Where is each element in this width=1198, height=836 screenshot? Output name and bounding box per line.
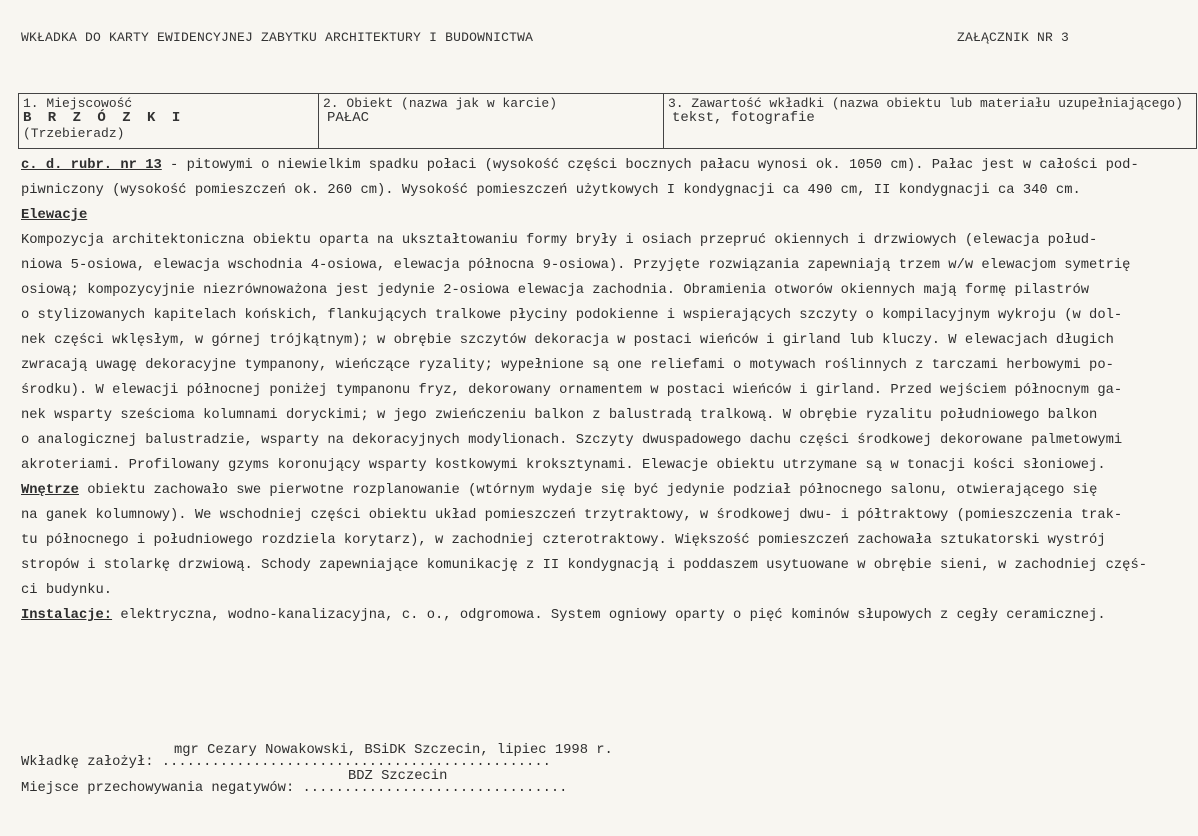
wnetrze-line: na ganek kolumnowy). We wschodniej części obiektu układ pomieszczeń trzytraktowy, w środkowej dwu- i półtraktowy (pomieszczenia trak- — [21, 508, 1123, 523]
wnetrze-line: Wnętrze obiektu zachowało swe pierwotne rozplanowanie (wtórnym wydaje się być jedynie podział północnego salonu, otwierającego się — [21, 483, 1098, 498]
section-heading-instalacje: Instalacje: — [21, 608, 113, 623]
founder-line — [21, 755, 551, 770]
object-value: PAŁAC — [327, 110, 370, 126]
founder-dots: ............................................... — [153, 755, 551, 770]
contents-value: tekst, fotografie — [672, 110, 815, 126]
locality-value: B R Z Ó Z K I — [23, 110, 185, 126]
wnetrze-line: ci budynku. — [21, 583, 113, 598]
elewacje-line: zwracają uwagę dekoracyjne tympanony, wieńczące ryzality; wypełnione są one reliefami o motywach roślinnych z tarczami herbowymi po- — [21, 358, 1114, 373]
negatives-line — [21, 781, 567, 796]
cell-object — [319, 94, 664, 148]
contents-label: 3. Zawartość wkładki (nazwa obiektu lub materiału uzupełniającego) — [668, 96, 1183, 111]
founder-value: mgr Cezary Nowakowski, BSiDK Szczecin, lipiec 1998 r. — [174, 743, 613, 758]
elewacje-line: o analogicznej balustradzie, wsparty na dekoracyjnych modylionach. Szczyty dwuspadowego dachu części środkowej dekorowane palmetowymi — [21, 433, 1123, 448]
negatives-dots: ................................ — [294, 781, 568, 796]
instalacje-line: Instalacje: elektryczna, wodno-kanalizacyjna, c. o., odgromowa. System ogniowy oparty o pięć kominów słupowych z cegły ceramicznej. — [21, 608, 1106, 623]
body-line — [21, 153, 1191, 178]
wnetrze-line: tu północnego i południowego rozdziela korytarz), w zachodniej czterotraktowy. Większość pomieszczeń zachowała sztukatorski wystrój — [21, 533, 1106, 548]
locality-label: 1. Miejscowość — [23, 96, 133, 111]
section-heading-elewacje: Elewacje — [21, 208, 88, 223]
elewacje-line: niowa 5-osiowa, elewacja wschodnia 4-osiowa, elewacja północna 9-osiowa). Przyjęte rozwiązania zapewniają trzem w/w elewacjom symetrię — [21, 258, 1131, 273]
cell-locality — [19, 94, 319, 148]
elewacje-line: nek części wklęsłym, w górnej trójkątnym); w obrębie szczytów dekoracja w postaci wieńców i girland lub kluczy. W elewacjach długich — [21, 333, 1114, 348]
body-text: - pitowymi o niewielkim spadku połaci (wysokość części bocznych pałacu wynosi ok. 1050 cm). Pałac jest w całości pod- — [161, 158, 1139, 173]
elewacje-line: osiową; kompozycyjnie niezrównoważona jest jedynie 2-osiowa elewacja zachodnia. Obramienia otworów okiennych mają formę pilastrów — [21, 283, 1090, 298]
elewacje-line: Kompozycja architektoniczna obiektu oparta na ukształtowaniu formy bryły i osiach przepruć okiennych i drzwiowych (elewacja połud- — [21, 233, 1098, 248]
founder-label: Wkładkę założył: — [21, 755, 154, 770]
elewacje-line: nek wsparty sześcioma kolumnami doryckimi; w jego zwieńczeniu balkon z balustradą tralkową. W obrębie ryzalitu południowego balkon — [21, 408, 1098, 423]
elewacje-line: akroteriami. Profilowany gzyms koronujący wsparty kostkowymi kroksztynami. Elewacje obiektu utrzymane są w tonacji kości słoniowej. — [21, 458, 1106, 473]
rubric-reference: c. d. rubr. nr 13 — [21, 158, 162, 173]
body-line: piwniczony (wysokość pomieszczeń ok. 260 cm). Wysokość pomieszczeń użytkowych I kondygnacji ca 490 cm, II kondygnacji ca 340 cm. — [21, 183, 1081, 198]
document-title: WKŁADKA DO KARTY EWIDENCYJNEJ ZABYTKU ARCHITEKTURY I BUDOWNICTWA — [21, 30, 534, 45]
info-table — [18, 93, 1197, 149]
document-body — [21, 153, 1191, 628]
negatives-value: BDZ Szczecin — [348, 769, 448, 784]
object-label: 2. Obiekt (nazwa jak w karcie) — [323, 96, 558, 111]
elewacje-line: środku). W elewacji północnej poniżej tympanonu fryz, dekorowany ornamentem w postaci wieńców i girland. Przed wejściem północnym ga- — [21, 383, 1123, 398]
section-heading-wnetrze: Wnętrze — [21, 483, 79, 498]
locality-sub: (Trzebieradz) — [23, 126, 125, 141]
wnetrze-line: stropów i stolarkę drzwiową. Schody zapewniające komunikację z II kondygnacją i poddaszem usytuowane w obrębie sieni, w zachodniej częś- — [21, 558, 1148, 573]
cell-contents — [664, 94, 1197, 148]
elewacje-line: o stylizowanych kapitelach końskich, flankujących tralkowe płyciny podokienne i wspierających szczyty o kompilacyjnym wykroju (w dol- — [21, 308, 1123, 323]
negatives-label: Miejsce przechowywania negatywów: — [21, 781, 295, 796]
attachment-number: ZAŁĄCZNIK NR 3 — [957, 30, 1070, 45]
